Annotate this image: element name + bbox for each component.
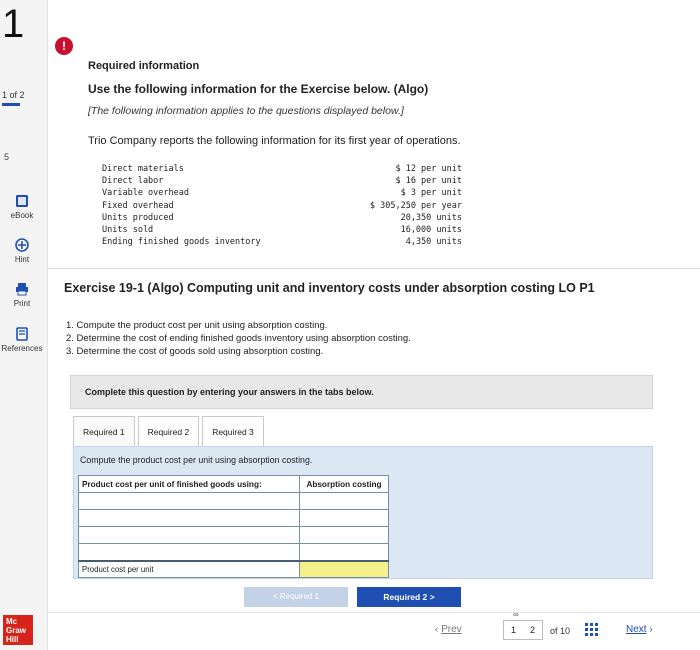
data-value: $ 3 per unit [400, 188, 462, 199]
cost-amount-input[interactable] [300, 510, 389, 527]
data-label: Units produced [102, 212, 174, 223]
left-rail [0, 0, 48, 650]
total-row [79, 561, 389, 578]
cost-item-input[interactable] [79, 510, 300, 527]
required-info-title: Required information [88, 60, 200, 72]
table-row [79, 527, 389, 544]
next-label: Next [626, 624, 647, 635]
data-label: Units sold [102, 224, 154, 235]
next-required-button[interactable]: Required 2 > [357, 587, 461, 607]
part-2-link[interactable]: 2 [529, 625, 535, 635]
next-question-button[interactable] [626, 624, 653, 635]
tab-required-2[interactable]: Required 2 [138, 416, 200, 446]
logo-line-2: Graw [6, 626, 27, 635]
tab-required-3[interactable]: Required 3 [202, 416, 264, 446]
table-row [79, 510, 389, 527]
complete-question-banner [70, 375, 653, 409]
data-row [102, 236, 462, 248]
data-row [102, 224, 462, 236]
part-1-link[interactable]: 1 [510, 625, 516, 635]
part-indicator: 1 of 2 [2, 90, 25, 100]
cost-item-input[interactable] [79, 493, 300, 510]
book-icon [15, 194, 29, 208]
part-pager [503, 620, 543, 640]
data-label: Direct materials [102, 164, 184, 174]
answer-table [78, 475, 389, 578]
data-row [102, 175, 462, 187]
chevron-left-icon: ‹ [435, 624, 439, 635]
print-label: Print [13, 299, 31, 308]
required-info-body: Trio Company reports the following information for its first year of operations. [88, 135, 461, 147]
references-button[interactable] [0, 327, 44, 353]
cost-amount-input[interactable] [300, 493, 389, 510]
data-label: Variable overhead [102, 188, 189, 199]
prev-question-button[interactable] [435, 624, 462, 635]
answer-panel [73, 446, 653, 579]
grid-icon[interactable] [585, 623, 599, 637]
data-row [102, 187, 462, 199]
print-icon [15, 282, 29, 296]
question-total: of 10 [550, 626, 571, 636]
section-divider [48, 268, 700, 269]
required-info-note: [The following information applies to the questions displayed below.] [88, 105, 404, 117]
total-input[interactable] [300, 561, 389, 578]
data-value: 20,350 units [400, 212, 462, 223]
hint-button[interactable] [0, 238, 44, 264]
tab-required-1[interactable]: Required 1 [73, 416, 135, 446]
answer-prompt: Compute the product cost per unit using absorption costing. [80, 455, 313, 465]
table-row [79, 544, 389, 561]
cost-item-input[interactable] [79, 544, 300, 561]
link-icon: ∞ [513, 610, 519, 619]
table-row [79, 493, 389, 510]
part-progress-bar [2, 103, 20, 106]
table-header-row [79, 476, 389, 493]
hint-icon [15, 238, 29, 252]
references-icon [15, 327, 29, 341]
instruction-item: 1. Compute the product cost per unit using absorption costing. [66, 320, 328, 331]
col-header-absorption: Absorption costing [300, 476, 389, 493]
required-info-subtitle: Use the following information for the Exercise below. (Algo) [88, 82, 429, 96]
data-row [102, 200, 462, 212]
data-label: Ending finished goods inventory [102, 237, 261, 248]
references-label: References [1, 344, 43, 353]
cost-amount-input[interactable] [300, 527, 389, 544]
hint-label: Hint [14, 255, 30, 264]
prev-label: Prev [441, 624, 462, 635]
data-row [102, 163, 462, 175]
data-value: $ 16 per unit [395, 176, 462, 187]
data-value: $ 305,250 per year [369, 200, 462, 211]
footer-divider [48, 612, 700, 613]
instruction-item: 2. Determine the cost of ending finished goods inventory using absorption costing. [66, 333, 411, 344]
previous-required-button[interactable]: < Required 1 [244, 587, 348, 607]
data-value: $ 12 per unit [395, 164, 462, 174]
total-label: Product cost per unit [79, 561, 300, 578]
complete-question-text: Complete this question by entering your answers in the tabs below. [85, 387, 374, 397]
col-header-description: Product cost per unit of finished goods using: [79, 476, 300, 493]
logo-line-1: Mc [6, 617, 18, 626]
instruction-item: 3. Determine the cost of goods sold using absorption costing. [66, 346, 324, 357]
alert-icon: ! [55, 37, 73, 55]
points-value: 5 [4, 152, 10, 162]
exercise-instructions [66, 319, 411, 358]
logo-line-3: Hill [6, 635, 19, 644]
data-label: Direct labor [102, 176, 164, 187]
data-value: 16,000 units [400, 224, 462, 235]
cost-item-input[interactable] [79, 527, 300, 544]
ebook-label: eBook [10, 211, 34, 220]
required-tabs [73, 416, 267, 446]
ebook-button[interactable] [0, 194, 44, 220]
data-label: Fixed overhead [102, 200, 174, 211]
question-number: 1 [2, 2, 25, 46]
data-value: 4,350 units [405, 237, 462, 248]
chevron-right-icon: › [649, 624, 653, 635]
print-button[interactable] [0, 282, 44, 308]
cost-amount-input[interactable] [300, 544, 389, 561]
company-data-table [102, 163, 462, 248]
data-row [102, 212, 462, 224]
exercise-title: Exercise 19-1 (Algo) Computing unit and inventory costs under absorption costing LO P1 [64, 281, 595, 295]
mcgraw-hill-logo [3, 615, 33, 645]
